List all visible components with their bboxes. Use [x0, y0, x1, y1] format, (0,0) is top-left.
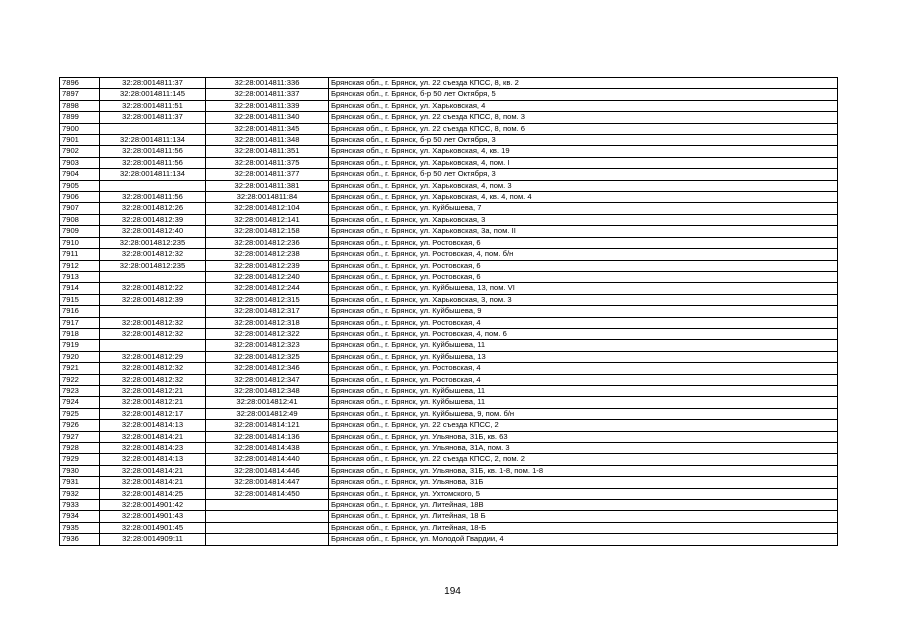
cadastral-number-cell: 32:28:0014812:32 [100, 249, 206, 260]
address-cell: Брянская обл., г. Брянск, ул. Куйбышева, 9, пом. б/н [329, 408, 838, 419]
address-cell: Брянская обл., г. Брянск, б-р 50 лет Октября, 3 [329, 169, 838, 180]
object-cadastral-number-cell: 32:28:0014812:158 [206, 226, 329, 237]
address-cell: Брянская обл., г. Брянск, ул. Ростовская, 4 [329, 363, 838, 374]
address-cell: Брянская обл., г. Брянск, ул. Литейная, 18 Б [329, 511, 838, 522]
cadastral-number-cell: 32:28:0014812:39 [100, 294, 206, 305]
table-row [60, 465, 838, 476]
row-number-cell: 7903 [60, 157, 100, 168]
row-number-cell: 7934 [60, 511, 100, 522]
address-cell: Брянская обл., г. Брянск, ул. Ростовская, 4, пом. 6 [329, 328, 838, 339]
row-number-cell: 7910 [60, 237, 100, 248]
object-cadastral-number-cell: 32:28:0014812:346 [206, 363, 329, 374]
cadastral-number-cell: 32:28:0014812:40 [100, 226, 206, 237]
row-number-cell: 7902 [60, 146, 100, 157]
address-cell: Брянская обл., г. Брянск, ул. Ростовская, 4 [329, 374, 838, 385]
address-cell: Брянская обл., г. Брянск, ул. 22 съезда КПСС, 8, кв. 2 [329, 78, 838, 89]
object-cadastral-number-cell: 32:28:0014814:440 [206, 454, 329, 465]
table-row [60, 477, 838, 488]
address-cell: Брянская обл., г. Брянск, ул. Харьковская, 3, пом. 3 [329, 294, 838, 305]
table-row [60, 522, 838, 533]
row-number-cell: 7926 [60, 420, 100, 431]
object-cadastral-number-cell: 32:28:0014812:347 [206, 374, 329, 385]
address-cell: Брянская обл., г. Брянск, ул. Куйбышева, 9 [329, 306, 838, 317]
cadastral-number-cell: 32:28:0014814:21 [100, 431, 206, 442]
address-cell: Брянская обл., г. Брянск, ул. Куйбышева, 13 [329, 351, 838, 362]
table-row [60, 112, 838, 123]
row-number-cell: 7916 [60, 306, 100, 317]
object-cadastral-number-cell: 32:28:0014812:49 [206, 408, 329, 419]
address-cell: Брянская обл., г. Брянск, ул. Куйбышева, 11 [329, 340, 838, 351]
address-cell: Брянская обл., г. Брянск, ул. 22 съезда КПСС, 2 [329, 420, 838, 431]
registry-table-body [60, 78, 838, 546]
object-cadastral-number-cell: 32:28:0014814:450 [206, 488, 329, 499]
table-row [60, 249, 838, 260]
table-row [60, 397, 838, 408]
row-number-cell: 7930 [60, 465, 100, 476]
table-row [60, 294, 838, 305]
object-cadastral-number-cell: 32:28:0014812:236 [206, 237, 329, 248]
table-row [60, 169, 838, 180]
address-cell: Брянская обл., г. Брянск, ул. Ульянова, 31Б [329, 477, 838, 488]
address-cell: Брянская обл., г. Брянск, ул. Молодой Гвардии, 4 [329, 534, 838, 545]
table-row [60, 385, 838, 396]
cadastral-number-cell: 32:28:0014811:37 [100, 78, 206, 89]
cadastral-number-cell: 32:28:0014811:145 [100, 89, 206, 100]
row-number-cell: 7925 [60, 408, 100, 419]
object-cadastral-number-cell: 32:28:0014814:447 [206, 477, 329, 488]
address-cell: Брянская обл., г. Брянск, ул. 22 съезда КПСС, 8, пом. 3 [329, 112, 838, 123]
object-cadastral-number-cell: 32:28:0014811:337 [206, 89, 329, 100]
cadastral-number-cell: 32:28:0014811:134 [100, 169, 206, 180]
row-number-cell: 7935 [60, 522, 100, 533]
row-number-cell: 7906 [60, 192, 100, 203]
cadastral-number-cell: 32:28:0014812:235 [100, 260, 206, 271]
object-cadastral-number-cell [206, 511, 329, 522]
row-number-cell: 7928 [60, 443, 100, 454]
cadastral-number-cell [100, 340, 206, 351]
object-cadastral-number-cell: 32:28:0014812:325 [206, 351, 329, 362]
object-cadastral-number-cell: 32:28:0014814:136 [206, 431, 329, 442]
table-row [60, 374, 838, 385]
object-cadastral-number-cell [206, 500, 329, 511]
cadastral-number-cell [100, 123, 206, 134]
address-cell: Брянская обл., г. Брянск, ул. 22 съезда КПСС, 2, пом. 2 [329, 454, 838, 465]
object-cadastral-number-cell: 32:28:0014812:318 [206, 317, 329, 328]
object-cadastral-number-cell: 32:28:0014811:375 [206, 157, 329, 168]
object-cadastral-number-cell: 32:28:0014812:244 [206, 283, 329, 294]
row-number-cell: 7922 [60, 374, 100, 385]
cadastral-number-cell: 32:28:0014812:39 [100, 214, 206, 225]
table-row [60, 271, 838, 282]
address-cell: Брянская обл., г. Брянск, ул. 22 съезда КПСС, 8, пом. 6 [329, 123, 838, 134]
cadastral-number-cell: 32:28:0014812:21 [100, 385, 206, 396]
address-cell: Брянская обл., г. Брянск, ул. Харьковская, 4, пом. I [329, 157, 838, 168]
object-cadastral-number-cell: 32:28:0014814:121 [206, 420, 329, 431]
cadastral-number-cell [100, 306, 206, 317]
cadastral-number-cell: 32:28:0014811:56 [100, 146, 206, 157]
object-cadastral-number-cell: 32:28:0014812:240 [206, 271, 329, 282]
address-cell: Брянская обл., г. Брянск, ул. Ульянова, 31Б, кв. 1-8, пом. 1-8 [329, 465, 838, 476]
cadastral-number-cell: 32:28:0014814:21 [100, 477, 206, 488]
row-number-cell: 7915 [60, 294, 100, 305]
cadastral-number-cell: 32:28:0014812:29 [100, 351, 206, 362]
address-cell: Брянская обл., г. Брянск, ул. Ростовская, 6 [329, 237, 838, 248]
page-number: 194 [444, 586, 461, 597]
row-number-cell: 7932 [60, 488, 100, 499]
object-cadastral-number-cell: 32:28:0014812:322 [206, 328, 329, 339]
row-number-cell: 7911 [60, 249, 100, 260]
cadastral-registry-table [59, 77, 838, 546]
cadastral-number-cell: 32:28:0014812:32 [100, 363, 206, 374]
address-cell: Брянская обл., г. Брянск, ул. Харьковская, 4, пом. 3 [329, 180, 838, 191]
row-number-cell: 7927 [60, 431, 100, 442]
row-number-cell: 7913 [60, 271, 100, 282]
table-row [60, 328, 838, 339]
object-cadastral-number-cell: 32:28:0014811:340 [206, 112, 329, 123]
object-cadastral-number-cell: 32:28:0014812:104 [206, 203, 329, 214]
table-row [60, 135, 838, 146]
table-row [60, 534, 838, 545]
address-cell: Брянская обл., г. Брянск, ул. Харьковская, 4, кв. 19 [329, 146, 838, 157]
table-row [60, 89, 838, 100]
table-row [60, 237, 838, 248]
row-number-cell: 7936 [60, 534, 100, 545]
row-number-cell: 7929 [60, 454, 100, 465]
table-row [60, 78, 838, 89]
table-row [60, 363, 838, 374]
object-cadastral-number-cell: 32:28:0014812:317 [206, 306, 329, 317]
cadastral-number-cell: 32:28:0014811:37 [100, 112, 206, 123]
row-number-cell: 7905 [60, 180, 100, 191]
cadastral-number-cell: 32:28:0014812:235 [100, 237, 206, 248]
cadastral-number-cell: 32:28:0014814:21 [100, 465, 206, 476]
cadastral-number-cell: 32:28:0014814:13 [100, 420, 206, 431]
row-number-cell: 7904 [60, 169, 100, 180]
object-cadastral-number-cell: 32:28:0014811:377 [206, 169, 329, 180]
cadastral-number-cell: 32:28:0014811:56 [100, 157, 206, 168]
table-row [60, 203, 838, 214]
address-cell: Брянская обл., г. Брянск, ул. Ухтомского, 5 [329, 488, 838, 499]
row-number-cell: 7923 [60, 385, 100, 396]
table-row [60, 488, 838, 499]
object-cadastral-number-cell: 32:28:0014811:336 [206, 78, 329, 89]
object-cadastral-number-cell: 32:28:0014814:446 [206, 465, 329, 476]
row-number-cell: 7914 [60, 283, 100, 294]
address-cell: Брянская обл., г. Брянск, ул. Куйбышева, 11 [329, 385, 838, 396]
row-number-cell: 7920 [60, 351, 100, 362]
row-number-cell: 7900 [60, 123, 100, 134]
cadastral-number-cell: 32:28:0014812:32 [100, 328, 206, 339]
table-row [60, 123, 838, 134]
address-cell: Брянская обл., г. Брянск, ул. Харьковская, 4, кв. 4, пом. 4 [329, 192, 838, 203]
row-number-cell: 7917 [60, 317, 100, 328]
address-cell: Брянская обл., г. Брянск, ул. Ростовская, 6 [329, 271, 838, 282]
address-cell: Брянская обл., г. Брянск, ул. Ростовская, 4 [329, 317, 838, 328]
address-cell: Брянская обл., г. Брянск, ул. Куйбышева, 11 [329, 397, 838, 408]
table-row [60, 214, 838, 225]
row-number-cell: 7901 [60, 135, 100, 146]
table-row [60, 306, 838, 317]
object-cadastral-number-cell: 32:28:0014811:339 [206, 100, 329, 111]
address-cell: Брянская обл., г. Брянск, б-р 50 лет Октября, 5 [329, 89, 838, 100]
row-number-cell: 7907 [60, 203, 100, 214]
table-row [60, 157, 838, 168]
object-cadastral-number-cell: 32:28:0014811:345 [206, 123, 329, 134]
cadastral-number-cell: 32:28:0014812:21 [100, 397, 206, 408]
address-cell: Брянская обл., г. Брянск, ул. Куйбышева, 7 [329, 203, 838, 214]
table-row [60, 100, 838, 111]
row-number-cell: 7908 [60, 214, 100, 225]
address-cell: Брянская обл., г. Брянск, ул. Харьковская, 3 [329, 214, 838, 225]
cadastral-number-cell: 32:28:0014901:45 [100, 522, 206, 533]
object-cadastral-number-cell: 32:28:0014812:348 [206, 385, 329, 396]
row-number-cell: 7899 [60, 112, 100, 123]
cadastral-number-cell: 32:28:0014812:26 [100, 203, 206, 214]
table-row [60, 500, 838, 511]
table-row [60, 351, 838, 362]
object-cadastral-number-cell: 32:28:0014811:381 [206, 180, 329, 191]
table-row [60, 317, 838, 328]
cadastral-number-cell: 32:28:0014814:23 [100, 443, 206, 454]
table-row [60, 226, 838, 237]
row-number-cell: 7919 [60, 340, 100, 351]
address-cell: Брянская обл., г. Брянск, ул. Куйбышева, 13, пом. VI [329, 283, 838, 294]
table-row [60, 443, 838, 454]
table-row [60, 431, 838, 442]
object-cadastral-number-cell: 32:28:0014811:351 [206, 146, 329, 157]
cadastral-number-cell [100, 180, 206, 191]
object-cadastral-number-cell: 32:28:0014812:323 [206, 340, 329, 351]
row-number-cell: 7933 [60, 500, 100, 511]
table-row [60, 146, 838, 157]
cadastral-number-cell: 32:28:0014812:32 [100, 374, 206, 385]
object-cadastral-number-cell: 32:28:0014812:141 [206, 214, 329, 225]
table-row [60, 420, 838, 431]
cadastral-number-cell: 32:28:0014814:13 [100, 454, 206, 465]
address-cell: Брянская обл., г. Брянск, б-р 50 лет Октября, 3 [329, 135, 838, 146]
table-row [60, 192, 838, 203]
object-cadastral-number-cell: 32:28:0014812:315 [206, 294, 329, 305]
cadastral-number-cell: 32:28:0014811:56 [100, 192, 206, 203]
address-cell: Брянская обл., г. Брянск, ул. Ростовская, 4, пом. б/н [329, 249, 838, 260]
object-cadastral-number-cell: 32:28:0014814:438 [206, 443, 329, 454]
cadastral-number-cell: 32:28:0014811:51 [100, 100, 206, 111]
address-cell: Брянская обл., г. Брянск, ул. Ульянова, 31А, пом. 3 [329, 443, 838, 454]
table-row [60, 454, 838, 465]
row-number-cell: 7918 [60, 328, 100, 339]
object-cadastral-number-cell: 32:28:0014812:239 [206, 260, 329, 271]
cadastral-number-cell: 32:28:0014814:25 [100, 488, 206, 499]
object-cadastral-number-cell: 32:28:0014812:238 [206, 249, 329, 260]
row-number-cell: 7909 [60, 226, 100, 237]
cadastral-number-cell [100, 271, 206, 282]
cadastral-number-cell: 32:28:0014909:11 [100, 534, 206, 545]
address-cell: Брянская обл., г. Брянск, ул. Ростовская, 6 [329, 260, 838, 271]
row-number-cell: 7924 [60, 397, 100, 408]
address-cell: Брянская обл., г. Брянск, ул. Харьковская, 4 [329, 100, 838, 111]
address-cell: Брянская обл., г. Брянск, ул. Ульянова, 31Б, кв. 63 [329, 431, 838, 442]
cadastral-number-cell: 32:28:0014812:17 [100, 408, 206, 419]
address-cell: Брянская обл., г. Брянск, ул. Литейная, 18-Б [329, 522, 838, 533]
cadastral-number-cell: 32:28:0014812:22 [100, 283, 206, 294]
row-number-cell: 7897 [60, 89, 100, 100]
object-cadastral-number-cell: 32:28:0014812:41 [206, 397, 329, 408]
table-row [60, 260, 838, 271]
table-row [60, 511, 838, 522]
row-number-cell: 7898 [60, 100, 100, 111]
cadastral-number-cell: 32:28:0014811:134 [100, 135, 206, 146]
table-row [60, 340, 838, 351]
address-cell: Брянская обл., г. Брянск, ул. Харьковская, 3а, пом. II [329, 226, 838, 237]
row-number-cell: 7912 [60, 260, 100, 271]
row-number-cell: 7931 [60, 477, 100, 488]
object-cadastral-number-cell: 32:28:0014811:348 [206, 135, 329, 146]
cadastral-number-cell: 32:28:0014901:43 [100, 511, 206, 522]
cadastral-number-cell: 32:28:0014812:32 [100, 317, 206, 328]
object-cadastral-number-cell [206, 534, 329, 545]
table-row [60, 180, 838, 191]
object-cadastral-number-cell [206, 522, 329, 533]
address-cell: Брянская обл., г. Брянск, ул. Литейная, 18В [329, 500, 838, 511]
table-row [60, 408, 838, 419]
cadastral-number-cell: 32:28:0014901:42 [100, 500, 206, 511]
table-row [60, 283, 838, 294]
row-number-cell: 7896 [60, 78, 100, 89]
object-cadastral-number-cell: 32:28:0014811:84 [206, 192, 329, 203]
row-number-cell: 7921 [60, 363, 100, 374]
